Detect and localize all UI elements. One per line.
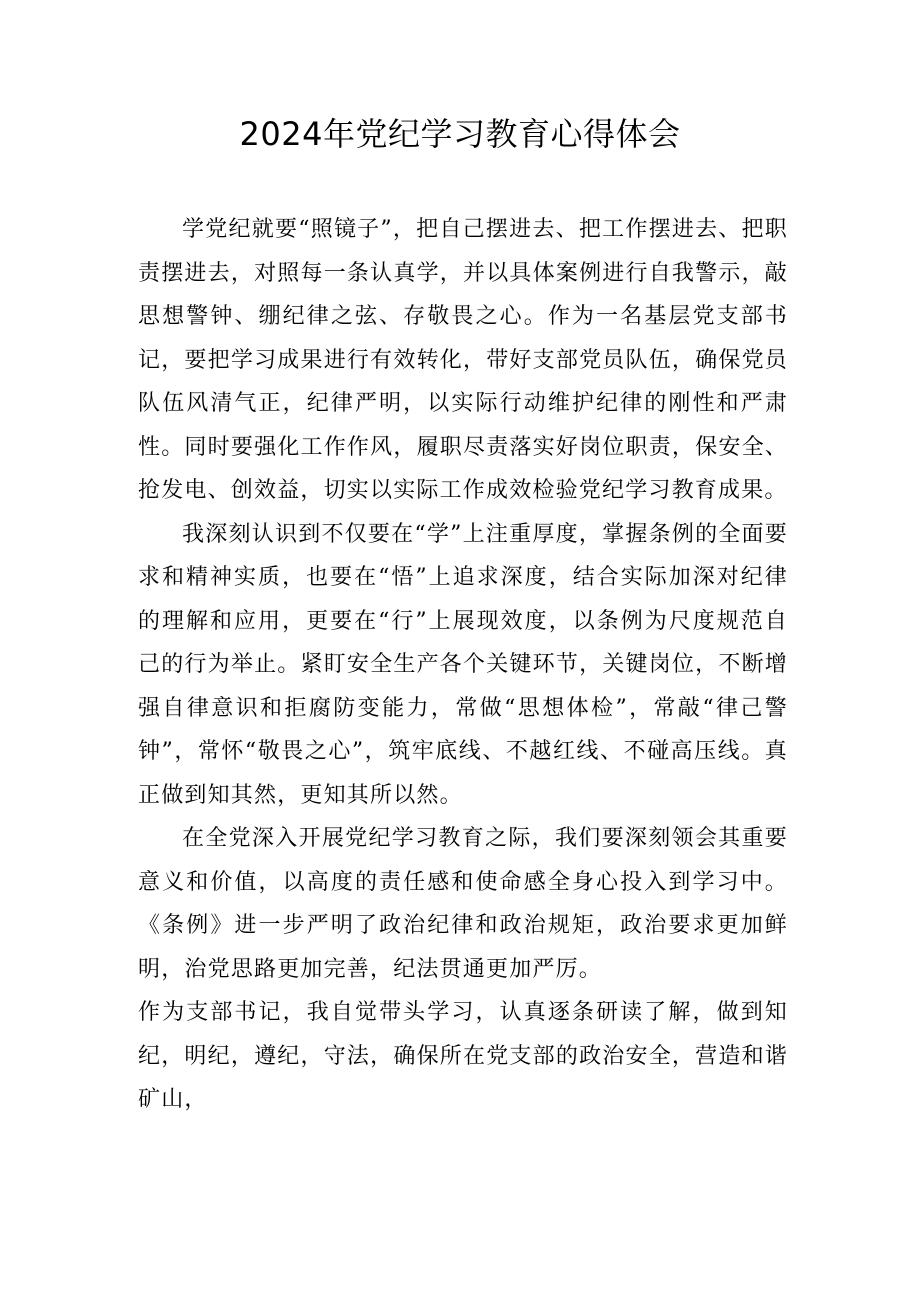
document-body (138, 208, 788, 1122)
document-title: 2024年党纪学习教育心得体会 (239, 115, 681, 153)
paragraph-4: 作为支部书记，我自觉带头学习，认真逐条研读了解，做到知纪，明纪，遵纪，守法，确保所在党支部的政治安全，营造和谐矿山， (138, 1000, 788, 1112)
paragraph-1: 学党纪就要“照镜子”，把自己摆进去、把工作摆进去、把职责摆进去，对照每一条认真学，并以具体案例进行自我警示，敲思想警钟、绷纪律之弦、存敬畏之心。作为一名基层党支部书记，要把学习成果进行有效转化，带好支部党员队伍，确保党员队伍风清气正，纪律严明，以实际行动维护纪律的刚性和严肃性。同时要强化工作作风，履职尽责落实好岗位职责，保安全、抢发电、创效益，切实以实际工作成效检验党纪学习教育成果。 (138, 217, 788, 503)
paragraph-3: 在全党深入开展党纪学习教育之际，我们要深刻领会其重要意义和价值，以高度的责任感和使命感全身心投入到学习中。《条例》进一步严明了政治纪律和政治规矩，政治要求更加鲜明，治党思路更加完善，纪法贯通更加严厉。 (138, 826, 788, 982)
paragraph-2: 我深刻认识到不仅要在“学”上注重厚度，掌握条例的全面要求和精神实质，也要在“悟”上追求深度，结合实际加深对纪律的理解和应用，更要在“行”上展现效度，以条例为尺度规范自己的行为举止。紧盯安全生产各个关键环节，关键岗位，不断增强自律意识和拒腐防变能力，常做“思想体检”，常敲“律己警钟”，常怀“敬畏之心”，筑牢底线、不越红线、不碰高压线。真正做到知其然，更知其所以然。 (138, 521, 788, 808)
